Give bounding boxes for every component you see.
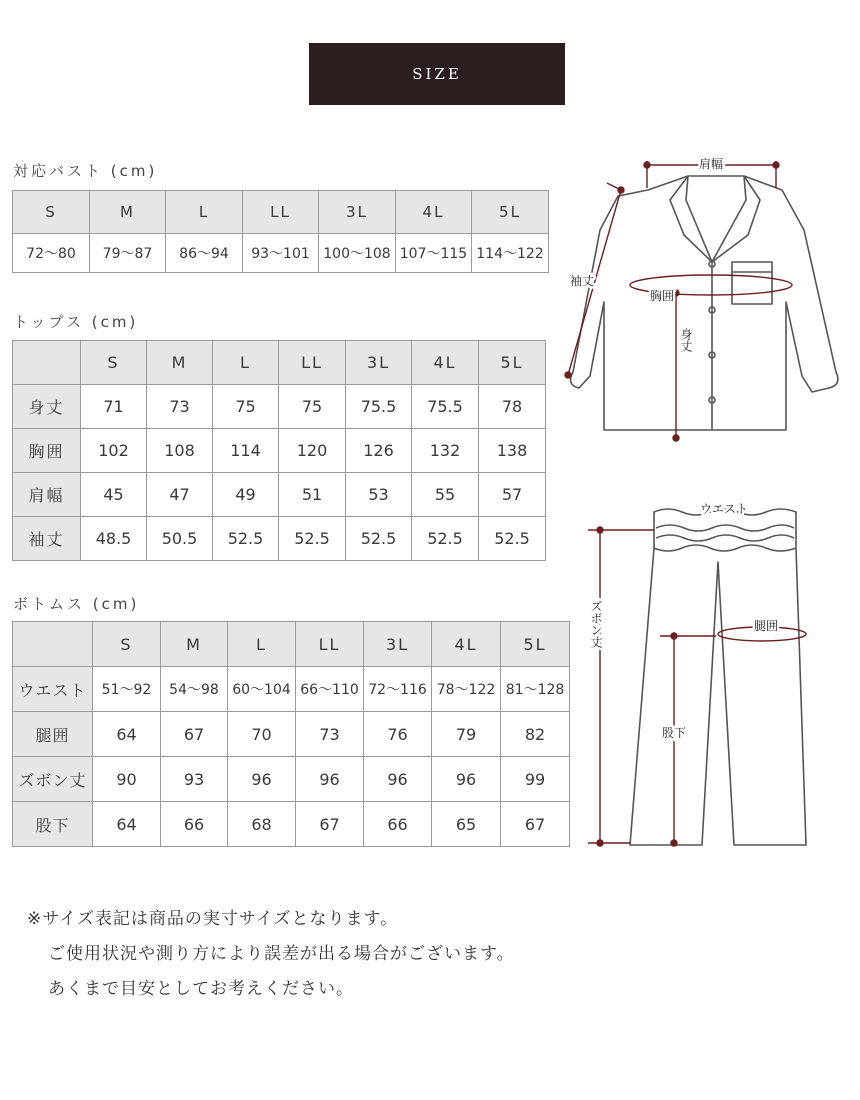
table-cell: 50.5 xyxy=(147,517,213,561)
table-cell: 52.5 xyxy=(279,517,346,561)
table-cell: 66 xyxy=(161,802,228,847)
bust-section-title: 対応バスト (cm) xyxy=(13,162,158,180)
table-cell: 73 xyxy=(147,385,213,429)
bust-value: 107〜115 xyxy=(396,234,472,273)
table-cell: 70 xyxy=(228,712,296,757)
tops-section-title: トップス (cm) xyxy=(13,313,139,331)
table-cell: 65 xyxy=(432,802,501,847)
table-cell: 47 xyxy=(147,473,213,517)
table-cell: 45 xyxy=(81,473,147,517)
bust-value: 72〜80 xyxy=(13,234,90,273)
size-header: L xyxy=(213,341,279,385)
notes-block xyxy=(27,902,515,1007)
row-label: 腿囲 xyxy=(13,712,93,757)
size-header: LL xyxy=(243,191,319,234)
size-header: 4L xyxy=(412,341,479,385)
pants-diagram xyxy=(630,509,806,845)
note-line: ※サイズ表記は商品の実寸サイズとなります。 xyxy=(27,909,399,929)
row-label: ズボン丈 xyxy=(13,757,93,802)
table-cell: 51〜92 xyxy=(93,667,161,712)
table-cell: 67 xyxy=(161,712,228,757)
size-header: S xyxy=(13,191,90,234)
size-header: 3L xyxy=(346,341,412,385)
table-cell: 52.5 xyxy=(346,517,412,561)
row-label: 身丈 xyxy=(13,385,81,429)
note-line: あくまで目安としてお考えください。 xyxy=(48,979,354,999)
table-cell: 73 xyxy=(296,712,364,757)
table-cell: 138 xyxy=(479,429,546,473)
table-cell: 53 xyxy=(346,473,412,517)
size-header: M xyxy=(161,622,228,667)
row-label: 肩幅 xyxy=(13,473,81,517)
table-cell: 78 xyxy=(479,385,546,429)
table-cell: 120 xyxy=(279,429,346,473)
table-cell: 71 xyxy=(81,385,147,429)
table-cell: 75.5 xyxy=(412,385,479,429)
table-cell: 52.5 xyxy=(412,517,479,561)
table-cell: 66 xyxy=(364,802,432,847)
table-cell: 57 xyxy=(479,473,546,517)
bust-value: 86〜94 xyxy=(166,234,243,273)
bust-value: 93〜101 xyxy=(243,234,319,273)
row-label: 胸囲 xyxy=(13,429,81,473)
table-cell: 96 xyxy=(296,757,364,802)
table-cell: 52.5 xyxy=(479,517,546,561)
table-cell: 54〜98 xyxy=(161,667,228,712)
chest-label: 胸囲 xyxy=(649,289,675,303)
shoulder-label: 肩幅 xyxy=(698,157,724,171)
size-header: 3L xyxy=(364,622,432,667)
size-header: LL xyxy=(296,622,364,667)
table-cell: 78〜122 xyxy=(432,667,501,712)
table-cell: 48.5 xyxy=(81,517,147,561)
table-cell: 75.5 xyxy=(346,385,412,429)
pants-measure-lines xyxy=(588,527,806,846)
table-cell: 68 xyxy=(228,802,296,847)
sleeve-label: 袖丈 xyxy=(569,274,595,288)
table-cell: 55 xyxy=(412,473,479,517)
size-header: 3L xyxy=(319,191,396,234)
shirt-measure-lines xyxy=(565,161,792,441)
table-cell: 64 xyxy=(93,712,161,757)
table-cell: 93 xyxy=(161,757,228,802)
table-cell: 67 xyxy=(296,802,364,847)
size-header: S xyxy=(93,622,161,667)
table-cell: 49 xyxy=(213,473,279,517)
table-cell: 66〜110 xyxy=(296,667,364,712)
table-cell: 52.5 xyxy=(213,517,279,561)
table-cell: 108 xyxy=(147,429,213,473)
table-cell: 90 xyxy=(93,757,161,802)
table-cell: 81〜128 xyxy=(501,667,570,712)
size-title: SIZE xyxy=(412,65,462,83)
size-header: 4L xyxy=(432,622,501,667)
size-header: L xyxy=(228,622,296,667)
waist-label: ウエスト xyxy=(699,502,749,516)
row-label: 股下 xyxy=(13,802,93,847)
note-line: ご使用状況や測り方により誤差が出る場合がございます。 xyxy=(48,944,515,964)
table-cell: 96 xyxy=(432,757,501,802)
table-cell: 82 xyxy=(501,712,570,757)
size-header: L xyxy=(166,191,243,234)
size-header: 5L xyxy=(479,341,546,385)
table-cell: 72〜116 xyxy=(364,667,432,712)
table-cell: 79 xyxy=(432,712,501,757)
size-header: LL xyxy=(279,341,346,385)
table-cell: 76 xyxy=(364,712,432,757)
table-cell: 75 xyxy=(279,385,346,429)
table-cell: 75 xyxy=(213,385,279,429)
bottoms-section-title: ボトムス (cm) xyxy=(13,595,140,613)
size-header: 5L xyxy=(472,191,549,234)
size-header: M xyxy=(90,191,166,234)
size-header: M xyxy=(147,341,213,385)
bust-value: 100〜108 xyxy=(319,234,396,273)
table-cell: 114 xyxy=(213,429,279,473)
shirt-diagram xyxy=(571,176,838,430)
row-label: 袖丈 xyxy=(13,517,81,561)
table-cell: 132 xyxy=(412,429,479,473)
bust-value: 114〜122 xyxy=(472,234,549,273)
table-cell: 96 xyxy=(228,757,296,802)
table-cell: 102 xyxy=(81,429,147,473)
table-cell: 51 xyxy=(279,473,346,517)
table-cell: 96 xyxy=(364,757,432,802)
thigh-label: 腿囲 xyxy=(753,619,779,633)
table-cell: 67 xyxy=(501,802,570,847)
table-cell: 60〜104 xyxy=(228,667,296,712)
inseam-label: 股下 xyxy=(661,726,687,740)
body-length-label: 身丈 xyxy=(679,328,693,352)
table-cell: 126 xyxy=(346,429,412,473)
size-header: S xyxy=(81,341,147,385)
table-cell: 64 xyxy=(93,802,161,847)
size-header: 4L xyxy=(396,191,472,234)
row-label: ウエスト xyxy=(13,667,93,712)
table-cell: 99 xyxy=(501,757,570,802)
bust-value: 79〜87 xyxy=(90,234,166,273)
size-header: 5L xyxy=(501,622,570,667)
pants-length-label: ズボン丈 xyxy=(589,600,603,648)
